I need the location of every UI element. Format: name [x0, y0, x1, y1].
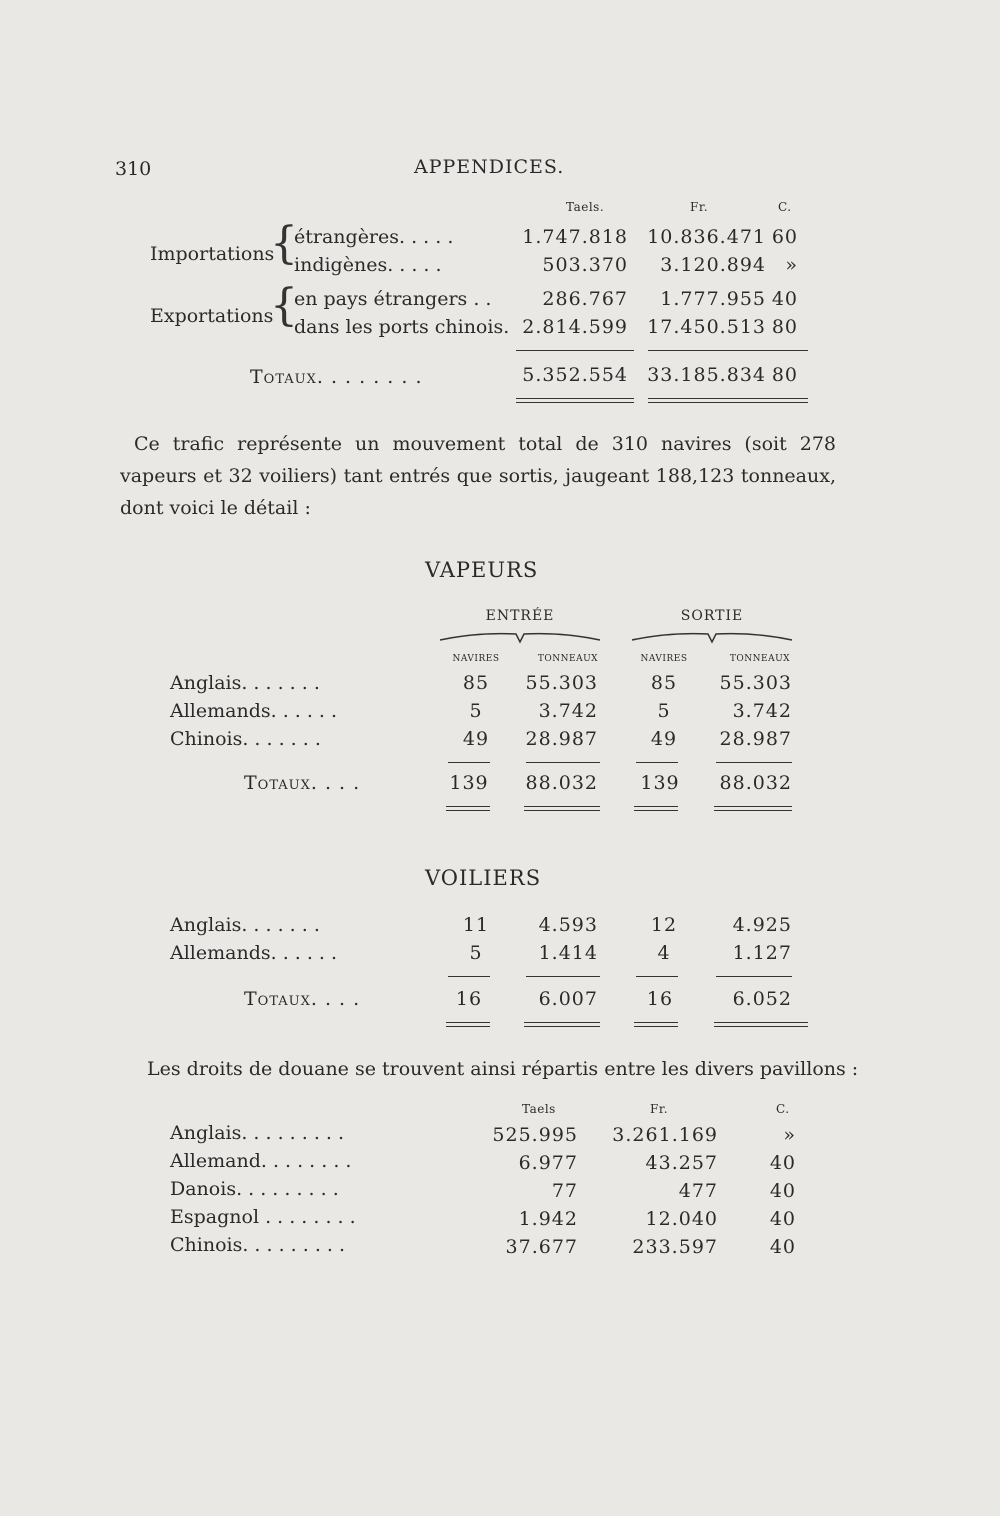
rule [636, 762, 678, 763]
vapeurs-entree-tonneaux: 3.742 [538, 700, 598, 722]
importations-row-label: étrangères. . . . . [294, 226, 454, 248]
double-rule [634, 1022, 678, 1027]
double-rule [516, 398, 634, 403]
droits-c: » [783, 1124, 796, 1146]
double-rule [634, 806, 678, 811]
col-header-fr: Fr. [690, 200, 709, 214]
vapeurs-sortie-tonneaux: 3.742 [732, 700, 792, 722]
vapeurs-totals-sortie-tonneaux: 88.032 [719, 772, 792, 794]
vapeurs-row-label: Allemands. . . . . . [170, 700, 338, 722]
droits-c: 40 [769, 1152, 796, 1174]
droits-taels: 6.977 [518, 1152, 578, 1174]
droits-fr: 43.257 [645, 1152, 718, 1174]
exportations-taels: 286.767 [542, 288, 628, 310]
double-rule [648, 398, 808, 403]
section-title-vapeurs: VAPEURS [425, 558, 539, 582]
section-title-voiliers: VOILIERS [425, 866, 542, 890]
voiliers-entree-navires: 11 [462, 914, 490, 936]
trade-totals-c: 80 [771, 364, 798, 386]
droits-taels: 37.677 [505, 1236, 578, 1258]
rule [716, 762, 792, 763]
page-number: 310 [115, 158, 152, 180]
double-rule [524, 806, 600, 811]
droits-taels: 525.995 [492, 1124, 578, 1146]
droits-taels: 1.942 [518, 1208, 578, 1230]
col-header-c: C. [776, 1102, 790, 1116]
importations-fr: 3.120.894 [660, 254, 766, 276]
vapeurs-row-label: Chinois. . . . . . . [170, 728, 321, 750]
voiliers-totals-sortie-tonneaux: 6.052 [732, 988, 792, 1010]
trade-totals-fr: 33.185.834 [647, 364, 766, 386]
vapeurs-totals-entree-tonneaux: 88.032 [525, 772, 598, 794]
exportations-row-label: en pays étrangers . . [294, 288, 492, 310]
importations-fr: 10.836.471 [647, 226, 766, 248]
vapeurs-totals-sortie-navires: 139 [640, 772, 680, 794]
voiliers-row-label: Anglais. . . . . . . [170, 914, 320, 936]
droits-fr: 12.040 [645, 1208, 718, 1230]
droits-taels: 77 [551, 1180, 578, 1202]
voiliers-sortie-navires: 4 [657, 942, 671, 964]
brace-exportations: { [270, 280, 298, 331]
double-rule [714, 806, 792, 811]
voiliers-totals-entree-navires: 16 [455, 988, 483, 1010]
exportations-c: 80 [771, 316, 798, 338]
paragraph: Ce trafic représente un mouvement total de 310 navires (soit 278 vapeurs et 32 voiliers) tant entrés que sortis, jaugeant 188,123 tonneaux, dont voici le détail : [120, 433, 836, 519]
rule [648, 350, 808, 351]
droits-fr: 477 [678, 1180, 718, 1202]
droits-fr: 233.597 [632, 1236, 718, 1258]
importations-c: 60 [771, 226, 798, 248]
running-title: APPENDICES. [414, 156, 565, 178]
voiliers-sortie-tonneaux: 4.925 [732, 914, 792, 936]
importations-row-label: indigènes. . . . . [294, 254, 442, 276]
vapeurs-totals-entree-navires: 139 [449, 772, 489, 794]
double-rule [446, 1022, 490, 1027]
double-rule [524, 1022, 600, 1027]
vapeurs-sortie-navires: 85 [650, 672, 678, 694]
rule [516, 350, 634, 351]
droits-row-label: Allemand. . . . . . . . [170, 1150, 352, 1172]
rule [526, 976, 600, 977]
rule [448, 762, 490, 763]
importations-taels: 503.370 [542, 254, 628, 276]
trade-totals-taels: 5.352.554 [522, 364, 628, 386]
droits-c: 40 [769, 1180, 796, 1202]
trade-totals-label: Totaux. . . . . . . . [250, 366, 423, 388]
voiliers-entree-tonneaux: 1.414 [538, 942, 598, 964]
vapeurs-totals-label: Totaux. . . . [244, 772, 361, 794]
rule [526, 762, 600, 763]
exportations-taels: 2.814.599 [522, 316, 628, 338]
droits-c: 40 [769, 1208, 796, 1230]
vapeurs-sortie-navires: 49 [650, 728, 678, 750]
vapeurs-sortie-tonneaux: 28.987 [719, 728, 792, 750]
col-header-navires: NAVIRES [640, 654, 688, 664]
col-header-taels: Taels. [566, 200, 605, 214]
vapeurs-sortie-navires: 5 [657, 700, 671, 722]
importations-c: » [785, 254, 798, 276]
horizontal-brace [438, 628, 602, 644]
col-header-navires: NAVIRES [452, 654, 500, 664]
col-header-fr: Fr. [650, 1102, 669, 1116]
voiliers-entree-tonneaux: 4.593 [538, 914, 598, 936]
paragraph: Les droits de douane se trouvent ainsi répartis entre les divers pavillons : [147, 1058, 859, 1080]
rule [448, 976, 490, 977]
importations-taels: 1.747.818 [522, 226, 628, 248]
voiliers-entree-navires: 5 [469, 942, 483, 964]
exportations-label: Exportations [150, 305, 274, 327]
rule [636, 976, 678, 977]
exportations-row-label: dans les ports chinois. [294, 316, 510, 338]
double-rule [446, 806, 490, 811]
droits-row-label: Danois. . . . . . . . . [170, 1178, 339, 1200]
vapeurs-entree-navires: 85 [462, 672, 490, 694]
col-header-tonneaux: TONNEAUX [729, 654, 791, 664]
vapeurs-entree-navires: 49 [462, 728, 490, 750]
importations-label: Importations [150, 243, 275, 265]
droits-row-label: Espagnol . . . . . . . . [170, 1206, 356, 1228]
vapeurs-entree-tonneaux: 55.303 [525, 672, 598, 694]
voiliers-totals-label: Totaux. . . . [244, 988, 361, 1010]
vapeurs-entree-navires: 5 [469, 700, 483, 722]
col-header-tonneaux: TONNEAUX [537, 654, 599, 664]
droits-c: 40 [769, 1236, 796, 1258]
horizontal-brace [630, 628, 794, 644]
voiliers-row-label: Allemands. . . . . . [170, 942, 338, 964]
exportations-c: 40 [771, 288, 798, 310]
droits-row-label: Anglais. . . . . . . . . [170, 1122, 345, 1144]
vapeurs-sortie-tonneaux: 55.303 [719, 672, 792, 694]
vapeurs-entree-tonneaux: 28.987 [525, 728, 598, 750]
col-header-c: C. [778, 200, 792, 214]
voiliers-totals-entree-tonneaux: 6.007 [538, 988, 598, 1010]
exportations-fr: 1.777.955 [660, 288, 766, 310]
voiliers-sortie-tonneaux: 1.127 [732, 942, 792, 964]
group-header-entree: ENTRÉE [485, 608, 555, 624]
brace-importations: { [270, 218, 298, 269]
voiliers-totals-sortie-navires: 16 [646, 988, 674, 1010]
droits-row-label: Chinois. . . . . . . . . [170, 1234, 346, 1256]
droits-fr: 3.261.169 [612, 1124, 718, 1146]
vapeurs-row-label: Anglais. . . . . . . [170, 672, 320, 694]
col-header-taels: Taels [522, 1102, 556, 1116]
rule [716, 976, 792, 977]
voiliers-sortie-navires: 12 [650, 914, 678, 936]
exportations-fr: 17.450.513 [647, 316, 766, 338]
double-rule [714, 1022, 808, 1027]
group-header-sortie: SORTIE [680, 608, 744, 624]
